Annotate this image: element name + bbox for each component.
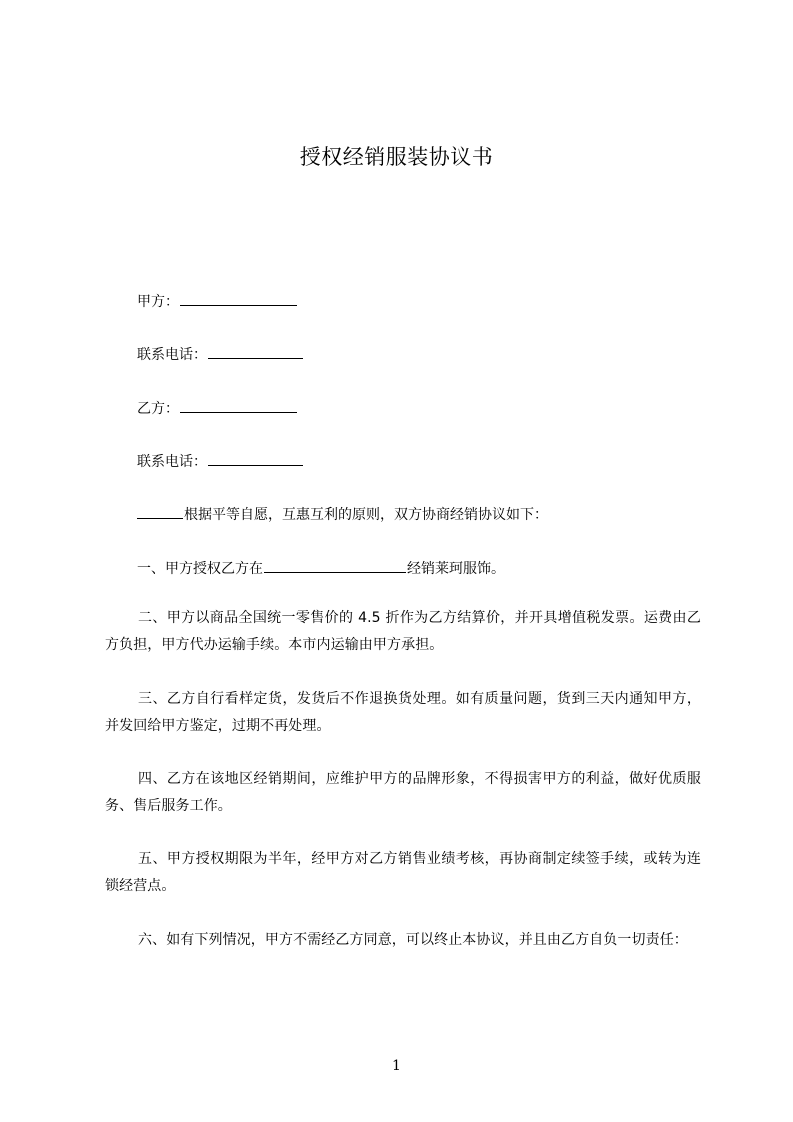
party-b-phone-label: 联系电话： <box>137 454 207 470</box>
clause-6: 六、如有下列情况，甲方不需经乙方同意，可以终止本协议，并且由乙方自负一切责任： <box>138 932 688 948</box>
clause-5: 五、甲方授权期限为半年，经甲方对乙方销售业绩考核，再协商制定续签手续，或转为连锁经营点。 <box>105 851 701 894</box>
party-a-phone-blank <box>208 345 303 359</box>
party-a-line <box>137 292 297 312</box>
clause-3: 三、乙方自行看样定货，发货后不作退换货处理。如有质量问题，货到三天内通知甲方，并发回给甲方鉴定，过期不再处理。 <box>105 691 701 734</box>
clause-1-line <box>137 559 505 579</box>
party-a-phone-label: 联系电话： <box>137 347 207 363</box>
clause-2: 二、甲方以商品全国统一零售价的 4.5 折作为乙方结算价，并开具增值税发票。运费由乙方负担，甲方代办运输手续。本市内运输由甲方承担。 <box>105 610 701 653</box>
preamble-line <box>137 505 548 525</box>
party-a-phone-line <box>137 345 303 365</box>
preamble-blank <box>137 505 183 519</box>
party-b-line <box>137 399 297 419</box>
clause-4: 四、乙方在该地区经销期间，应维护甲方的品牌形象，不得损害甲方的利益，做好优质服务、售后服务工作。 <box>105 771 701 814</box>
preamble-text: 根据平等自愿，互惠互利的原则，双方协商经销协议如下： <box>184 507 548 523</box>
party-b-label: 乙方： <box>137 401 179 417</box>
party-a-blank <box>180 292 297 306</box>
party-b-phone-blank <box>208 452 303 466</box>
party-a-label: 甲方： <box>137 294 179 310</box>
document-title: 授权经销服装协议书 <box>299 145 494 169</box>
clause-1-blank <box>264 559 406 573</box>
party-b-blank <box>180 399 297 413</box>
page-number: 1 <box>392 1058 401 1074</box>
clause-1-end: 经销莱珂服饰。 <box>407 561 505 577</box>
party-b-phone-line <box>137 452 303 472</box>
clause-1-start: 一、甲方授权乙方在 <box>137 561 263 577</box>
